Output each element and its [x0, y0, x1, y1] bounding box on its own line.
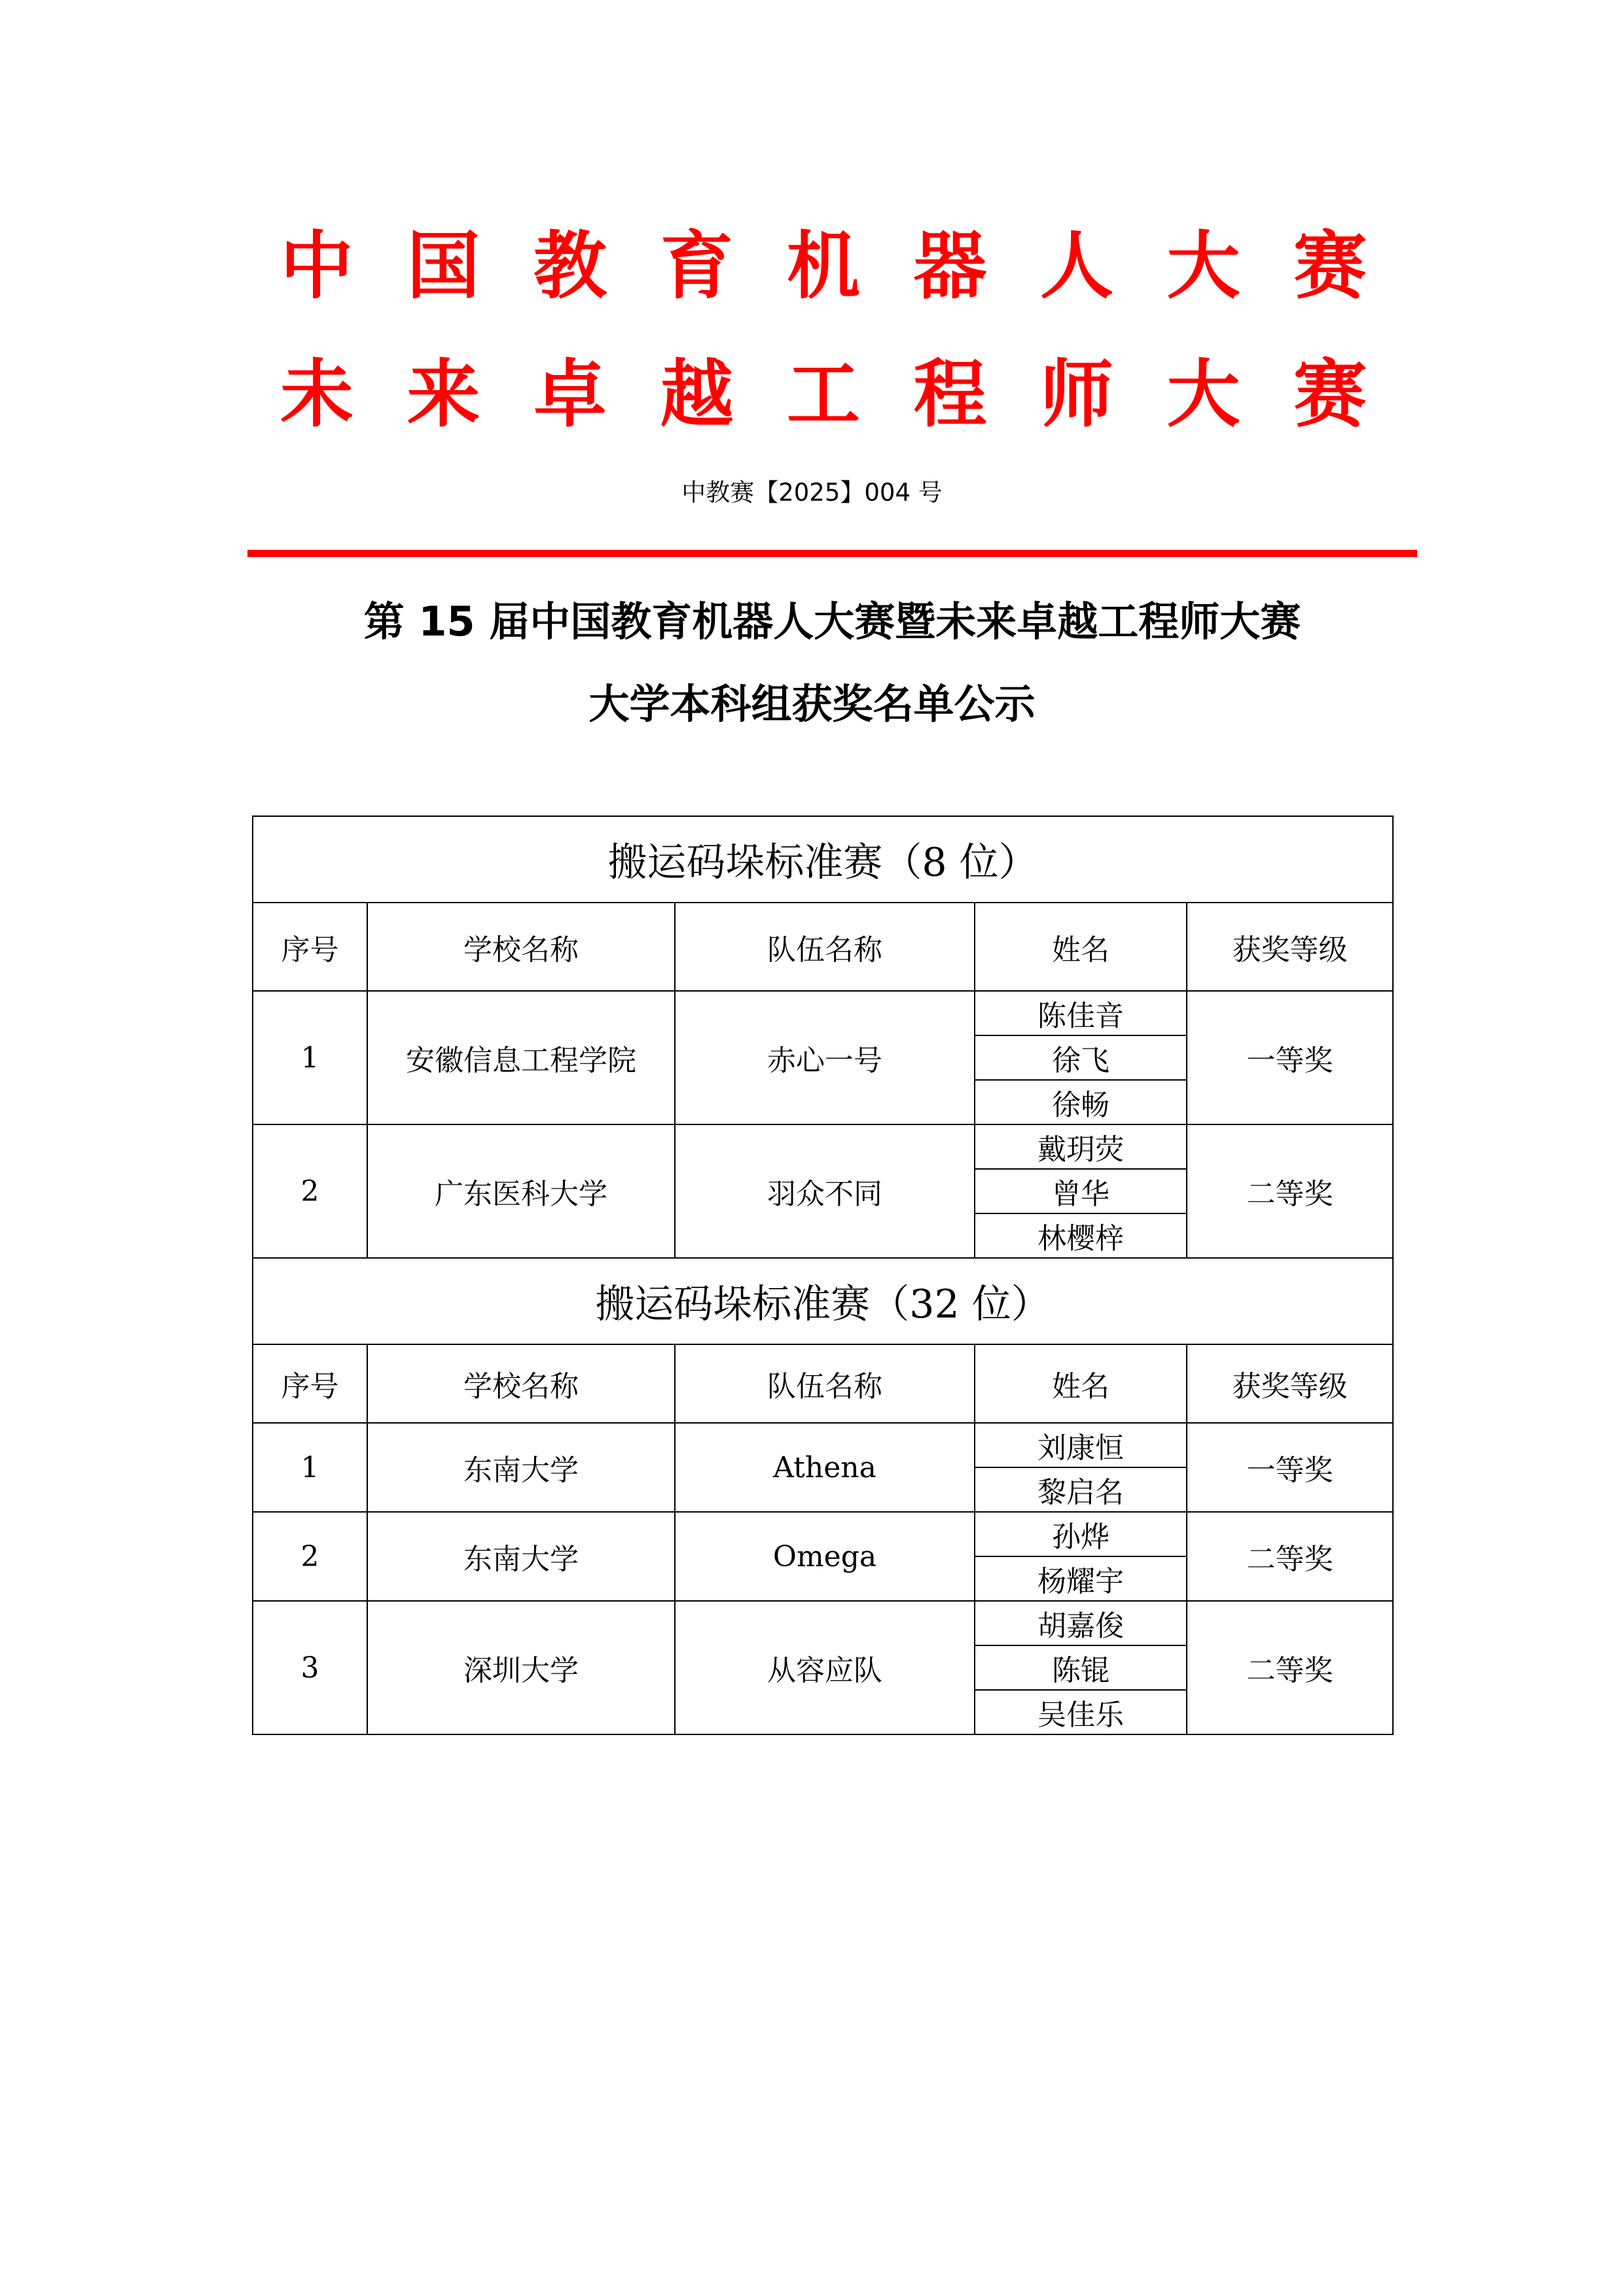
cell-member: 刘康恒: [975, 1423, 1187, 1467]
banner-char: 赛: [1293, 224, 1367, 309]
cell-team: Omega: [675, 1512, 975, 1601]
cell-no: 3: [253, 1601, 367, 1734]
banner-char: 来: [406, 352, 480, 437]
banner-char: 越: [660, 352, 734, 437]
banner-char: 教: [533, 224, 607, 309]
cell-member: 胡嘉俊: [975, 1601, 1187, 1645]
cell-member: 徐飞: [975, 1035, 1187, 1080]
cell-award: 二等奖: [1187, 1512, 1393, 1601]
cell-member: 杨耀宇: [975, 1556, 1187, 1601]
cell-no: 1: [253, 1423, 367, 1512]
banner-char: 大: [1166, 224, 1240, 309]
cell-team: Athena: [675, 1423, 975, 1512]
cell-member: 戴玥荧: [975, 1124, 1187, 1169]
banner-line-1: [280, 224, 1367, 309]
column-header-name: 姓名: [975, 1344, 1187, 1423]
cell-award: 二等奖: [1187, 1601, 1393, 1734]
banner-char: 器: [913, 224, 987, 309]
cell-no: 2: [253, 1124, 367, 1258]
banner-char: 师: [1040, 352, 1113, 437]
notice-title-line-1: 第 15 届中国教育机器人大赛暨未来卓越工程师大赛: [363, 598, 1301, 645]
section-header-row: [253, 816, 1393, 903]
banner-char: 未: [280, 352, 353, 437]
cell-member: 徐畅: [975, 1080, 1187, 1124]
cell-member: 陈佳音: [975, 991, 1187, 1035]
column-header-no: 序号: [253, 903, 367, 991]
cell-school: 安徽信息工程学院: [367, 991, 675, 1124]
banner-char: 工: [787, 352, 860, 437]
cell-no: 1: [253, 991, 367, 1124]
cell-award: 一等奖: [1187, 991, 1393, 1124]
cell-team: 赤心一号: [675, 991, 975, 1124]
award-results-table: [252, 816, 1394, 1735]
cell-member: 黎启名: [975, 1467, 1187, 1512]
column-header-row: [253, 1344, 1393, 1423]
cell-member: 孙烨: [975, 1512, 1187, 1556]
cell-member: 曾华: [975, 1169, 1187, 1213]
table-row: [253, 1601, 1393, 1645]
cell-member: 吴佳乐: [975, 1690, 1187, 1734]
section-header-row: [253, 1258, 1393, 1344]
cell-award: 一等奖: [1187, 1423, 1393, 1512]
notice-title-line-2: 大学本科组获奖名单公示: [588, 680, 1036, 728]
banner-char: 国: [406, 224, 480, 309]
table-row: [253, 991, 1393, 1035]
banner-line-2: [280, 352, 1367, 437]
cell-school: 深圳大学: [367, 1601, 675, 1734]
column-header-no: 序号: [253, 1344, 367, 1423]
document-number: 中教赛【2025】004 号: [681, 478, 943, 507]
table-row: [253, 1512, 1393, 1556]
column-header-school: 学校名称: [367, 903, 675, 991]
cell-school: 东南大学: [367, 1423, 675, 1512]
cell-member: 林樱梓: [975, 1213, 1187, 1258]
banner-char: 卓: [533, 352, 607, 437]
column-header-name: 姓名: [975, 903, 1187, 991]
banner-char: 程: [913, 352, 987, 437]
cell-no: 2: [253, 1512, 367, 1601]
cell-team: 从容应队: [675, 1601, 975, 1734]
banner-char: 赛: [1293, 352, 1367, 437]
cell-award: 二等奖: [1187, 1124, 1393, 1258]
cell-member: 陈锟: [975, 1645, 1187, 1690]
column-header-team: 队伍名称: [675, 903, 975, 991]
cell-team: 羽众不同: [675, 1124, 975, 1258]
banner-char: 大: [1166, 352, 1240, 437]
table-row: [253, 1124, 1393, 1169]
table-row: [253, 1423, 1393, 1467]
column-header-team: 队伍名称: [675, 1344, 975, 1423]
column-header-award: 获奖等级: [1187, 903, 1393, 991]
section-title: 搬运码垛标准赛（32 位）: [253, 1258, 1393, 1344]
banner-char: 机: [787, 224, 860, 309]
banner-char: 育: [660, 224, 734, 309]
section-title: 搬运码垛标准赛（8 位）: [253, 816, 1393, 903]
column-header-school: 学校名称: [367, 1344, 675, 1423]
cell-school: 广东医科大学: [367, 1124, 675, 1258]
banner-char: 人: [1040, 224, 1113, 309]
column-header-row: [253, 903, 1393, 991]
cell-school: 东南大学: [367, 1512, 675, 1601]
column-header-award: 获奖等级: [1187, 1344, 1393, 1423]
banner-char: 中: [280, 224, 353, 309]
red-divider: [247, 550, 1417, 557]
